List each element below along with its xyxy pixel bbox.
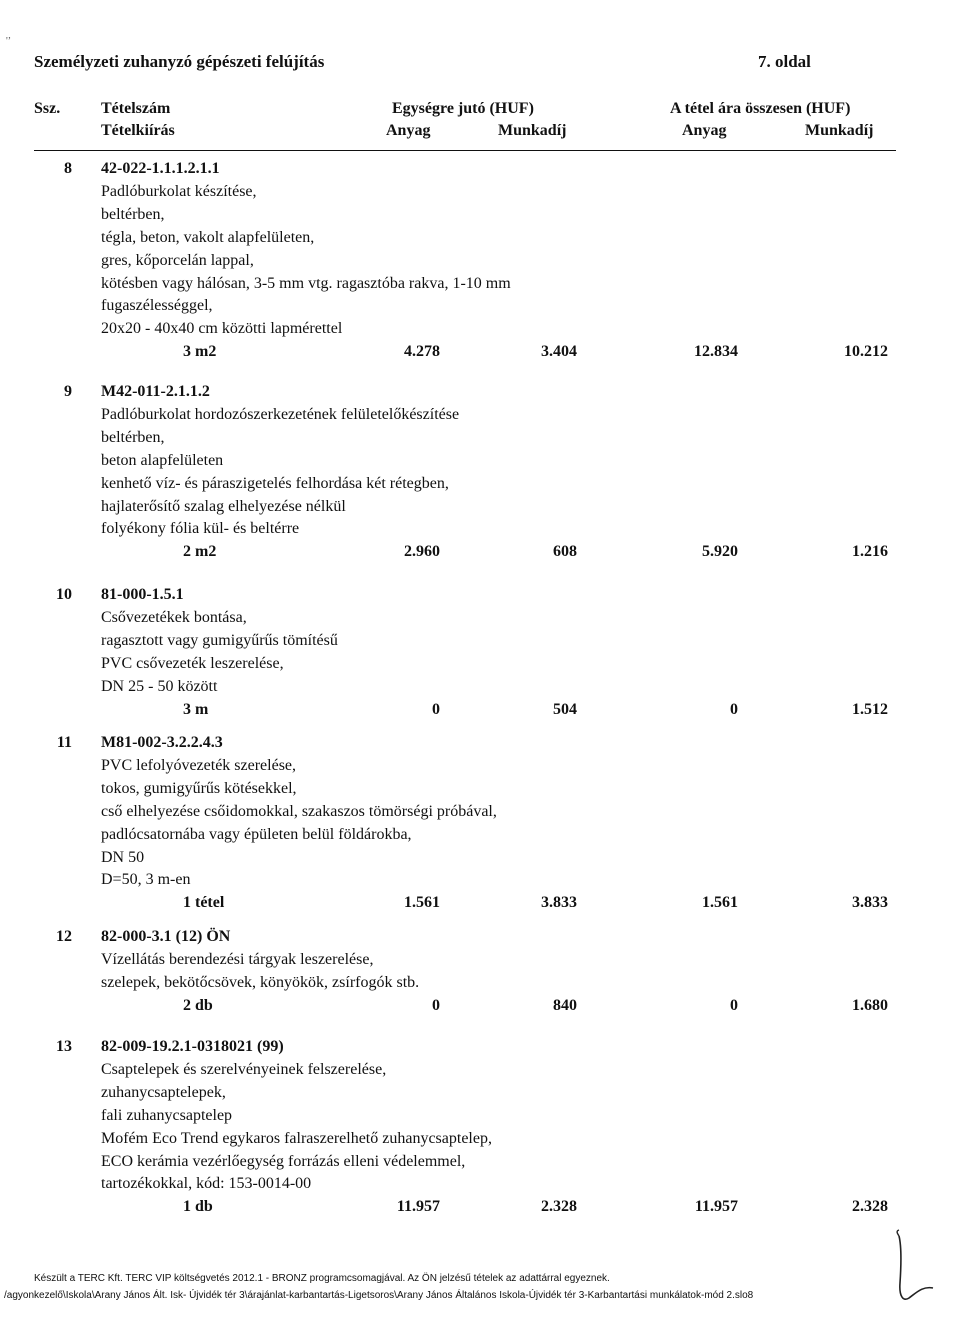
item-code: M42-011-2.1.1.2 [101,383,210,400]
item-description-line: folyékony fólia kül- és beltérre [101,520,300,538]
item-description-line: tokos, gumigyűrűs kötésekkel, [101,779,297,797]
item-description-line: fali zuhanycsaptelep [101,1106,233,1124]
item-code: 42-022-1.1.1.2.1.1 [101,160,220,177]
item-description-line: hajlaterősítő szalag elhelyezése nélkül [101,497,346,515]
item-description-line: tartozékokkal, kód: 153-0014-00 [101,1175,312,1193]
corner-mark: 'ʼ [6,36,12,47]
item-number: 8 [64,160,72,177]
unit-munkadij-value: 3.833 [541,894,577,912]
item-description-line: Padlóburkolat hordozószerkezetének felületelőkészítése [101,405,460,423]
item-description-line: kenhető víz- és páraszigetelés felhordása két rétegben, [101,474,449,492]
item-quantity: 2 m2 [183,543,217,561]
item-description-line: PVC lefolyóvezeték szerelése, [101,756,297,774]
total-anyag-value: 11.957 [694,1198,738,1216]
unit-anyag-value: 1.561 [404,894,440,912]
item-description-line: ECO kerámia vezérlőegység forrázás elleni védelemmel, [101,1152,466,1170]
unit-anyag-value: 0 [432,996,440,1014]
total-anyag-value: 5.920 [702,543,738,561]
item-number: 11 [56,734,72,751]
col-ssz: Ssz. [34,100,61,117]
unit-munkadij-value: 504 [553,700,577,718]
item-description-line: tégla, beton, vakolt alapfelületen, [101,228,315,246]
col-unit-price: Egységre jutó (HUF) [392,100,534,117]
item-description-line: PVC csővezeték leszerelése, [101,654,284,672]
total-munkadij-value: 1.680 [852,996,888,1014]
total-munkadij-value: 1.512 [852,700,888,718]
item-number: 10 [56,586,72,603]
item-description-line: ragasztott vagy gumigyűrűs tömítésű [101,631,338,649]
item-quantity: 2 db [183,996,213,1014]
col-unit-munkadij: Munkadíj [498,122,567,139]
footer-path: /agyonkezelő\Iskola\Arany János Ált. Isk- Újvidék tér 3\árajánlat-karbantartás-Ligetsoros\Arany János Általános Iskola-Újvidék tér 3-Karbantartási munkálatok-mód 2.slo8 [4,1290,754,1301]
item-description-line: beltérben, [101,205,165,223]
item-description-line: Padlóburkolat készítése, [101,182,257,200]
item-number: 9 [64,383,72,400]
total-munkadij-value: 1.216 [852,543,888,561]
unit-munkadij-value: 3.404 [541,343,577,361]
item-description-line: DN 25 - 50 között [101,677,218,695]
page-number: 7. oldal [758,52,811,71]
item-description-line: D=50, 3 m-en [101,871,191,889]
handwritten-signature [893,1228,943,1308]
item-code: 82-009-19.2.1-0318021 (99) [101,1038,284,1055]
unit-munkadij-value: 2.328 [541,1198,577,1216]
item-description-line: fugaszélességgel, [101,297,213,315]
total-anyag-value: 1.561 [702,894,738,912]
item-description-line: Csaptelepek és szerelvényeinek felszerelése, [101,1060,387,1078]
item-description-line: Csővezetékek bontása, [101,608,247,626]
item-quantity: 1 db [183,1198,213,1216]
total-anyag-value: 0 [730,996,738,1014]
item-description-line: kötésben vagy hálósan, 3-5 mm vtg. ragasztóba rakva, 1-10 mm [101,274,511,292]
unit-munkadij-value: 840 [553,996,577,1014]
item-code: 82-000-3.1 (12) ÖN [101,928,231,945]
item-description-line: DN 50 [101,848,145,866]
col-tetelszam: Tételszám [101,100,171,117]
total-munkadij-value: 3.833 [852,894,888,912]
item-number: 12 [56,928,72,945]
total-anyag-value: 0 [730,700,738,718]
item-description-line: beton alapfelületen [101,451,224,469]
col-tetelkiiras: Tételkiírás [101,122,175,139]
item-description-line: Vízellátás berendezési tárgyak leszerelése, [101,950,374,968]
col-total-munkadij: Munkadíj [805,122,874,139]
item-description-line: gres, kőporcelán lappal, [101,251,254,269]
footer-credit: Készült a TERC Kft. TERC VIP költségvetés 2012.1 - BRONZ programcsomagjával. Az ÖN jelzésű tételek az adattárral egyeznek. [34,1273,610,1284]
item-description-line: beltérben, [101,428,165,446]
unit-anyag-value: 11.957 [396,1198,440,1216]
unit-munkadij-value: 608 [553,543,577,561]
total-munkadij-value: 2.328 [852,1198,888,1216]
item-code: M81-002-3.2.2.4.3 [101,734,223,751]
total-anyag-value: 12.834 [694,343,738,361]
col-unit-anyag: Anyag [386,122,431,139]
col-total-price: A tétel ára összesen (HUF) [670,100,851,117]
item-description-line: zuhanycsaptelepek, [101,1083,226,1101]
item-quantity: 3 m [183,700,209,718]
item-quantity: 1 tétel [183,894,225,912]
unit-anyag-value: 4.278 [404,343,440,361]
item-description-line: cső elhelyezése csőidomokkal, szakaszos tömörségi próbával, [101,802,497,820]
unit-anyag-value: 2.960 [404,543,440,561]
item-number: 13 [56,1038,72,1055]
item-code: 81-000-1.5.1 [101,586,184,603]
total-munkadij-value: 10.212 [844,343,888,361]
item-quantity: 3 m2 [183,343,217,361]
item-description-line: szelepek, bekötőcsövek, könyökök, zsírfogók stb. [101,973,420,991]
header-rule [34,150,896,151]
col-total-anyag: Anyag [682,122,727,139]
item-description-line: padlócsatornába vagy épületen belül földárokba, [101,825,412,843]
unit-anyag-value: 0 [432,700,440,718]
item-description-line: 20x20 - 40x40 cm közötti lapmérettel [101,320,343,338]
document-title: Személyzeti zuhanyzó gépészeti felújítás [34,52,325,71]
item-description-line: Mofém Eco Trend egykaros falraszerelhető zuhanycsaptelep, [101,1129,492,1147]
